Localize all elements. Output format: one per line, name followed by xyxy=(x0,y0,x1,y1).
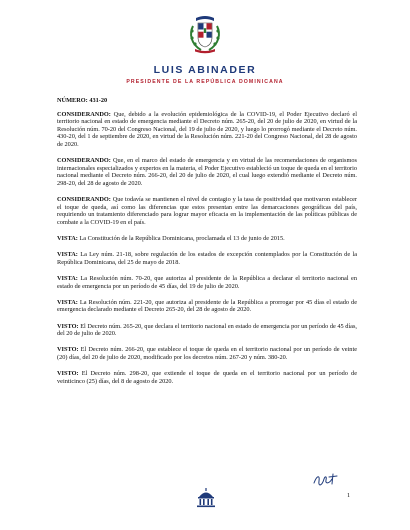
coat-of-arms-icon xyxy=(187,14,223,54)
paragraph-keyword: CONSIDERANDO: xyxy=(57,196,111,204)
initials-signature-icon xyxy=(311,471,341,489)
paragraph-text: La Ley núm. 21-18, sobre regulación de los estados de excepción contemplados por la Constitución de la República Dominicana, del 25 de mayo de 2018. xyxy=(57,251,357,266)
paragraph-text: Que todavía se mantienen el nivel de contagio y la tasa de positividad que motivaron establecer el toque de queda, así como las diferencias que estos presentan entre las demarcaciones geográficas del país, requiriendo un tratamiento diferenciado para lograr mayor eficacia en la implementación de las políticas públicas de combate a la COVID-19 en el país. xyxy=(57,196,357,226)
letterhead xyxy=(0,14,410,85)
paragraph xyxy=(57,323,357,338)
paragraph-text: El Decreto núm. 266-20, que establece el toque de queda en el territorio nacional por un período de veinte (20) días, del 20 de julio de 2020, modificado por los decretos núm. 267-20 y núm. 380-20. xyxy=(57,346,357,361)
paragraph xyxy=(57,235,357,243)
document-body xyxy=(57,97,357,394)
paragraph-keyword: CONSIDERANDO: xyxy=(57,157,111,165)
paragraph xyxy=(57,157,357,187)
decree-number: NÚMERO: 431-20 xyxy=(57,97,108,104)
paragraph-text: Que, en el marco del estado de emergencia y en virtud de las recomendaciones de organismos internacionales especializados y expertos en la materia, el Poder Ejecutivo estableció un toque de queda en el territorio nacional mediante el Decreto núm. 266-20, del 20 de julio de 2020, el cual luego extendió mediante el Decreto núm. 298-20, del 28 de agosto de 2020. xyxy=(57,157,357,187)
paragraph-text: La Resolución núm. 70-20, que autoriza al presidente de la República a declarar el territorio nacional en estado de emergencia por un período de 45 días, del 19 de julio de 2020. xyxy=(57,275,357,290)
paragraph-keyword: VISTA: xyxy=(57,251,78,259)
paragraph xyxy=(57,275,357,290)
paragraph-keyword: VISTA: xyxy=(57,298,78,306)
paragraph-keyword: CONSIDERANDO: xyxy=(57,110,111,118)
page-number: 1 xyxy=(347,492,351,499)
paragraph xyxy=(57,299,357,314)
paragraph-text: El Decreto núm. 265-20, que declara el territorio nacional en estado de emergencia por un período de 45 días, del 20 de julio de 2020. xyxy=(57,322,357,338)
paragraph-keyword: VISTA: xyxy=(57,275,78,283)
paragraph xyxy=(57,251,357,266)
paragraph-text: La Constitución de la República Dominicana, proclamada el 13 de junio de 2015. xyxy=(77,235,285,243)
paragraph-keyword: VISTA: xyxy=(57,235,78,243)
paragraph-text: El Decreto núm. 298-20, que extiende el toque de queda en el territorio nacional por un período de veinticinco (25) días, del 8 de agosto de 2020. xyxy=(57,370,357,385)
president-title: PRESIDENTE DE LA REPÚBLICA DOMINICANA xyxy=(126,79,284,85)
paragraph-keyword: VISTO: xyxy=(57,322,79,330)
paragraph-text: Que, debido a la evolución epidemiológica de la COVID-19, el Poder Ejecutivo declaró el territorio nacional en estado de emergencia mediante el Decreto núm. 265-20, del 20 de julio de 2020, en virtud de la Resolución núm. 70-20 del Congreso Nacional, del 19 de julio de 2020, y luego lo prorrogó mediante el Decreto núm. 430-20, del 1 de septiembre de 2020, en virtud de la Resolución núm. 221-20 del Congreso Nacional, del 28 de agosto de 2020. xyxy=(57,110,357,148)
paragraph xyxy=(57,346,357,361)
paragraph xyxy=(57,370,357,385)
president-name: LUIS ABINADER xyxy=(153,64,257,76)
paragraph xyxy=(57,111,357,149)
paragraph-keyword: VISTO: xyxy=(57,370,79,378)
government-building-icon xyxy=(195,487,217,509)
paragraph-keyword: VISTO: xyxy=(57,346,79,354)
paragraph xyxy=(57,196,357,226)
paragraph-text: La Resolución núm. 221-20, que autoriza al presidente de la República a prorrogar por 45 días el estado de emergencia declarado mediante el Decreto 265-20, del 28 de agosto de 2020. xyxy=(57,298,357,314)
